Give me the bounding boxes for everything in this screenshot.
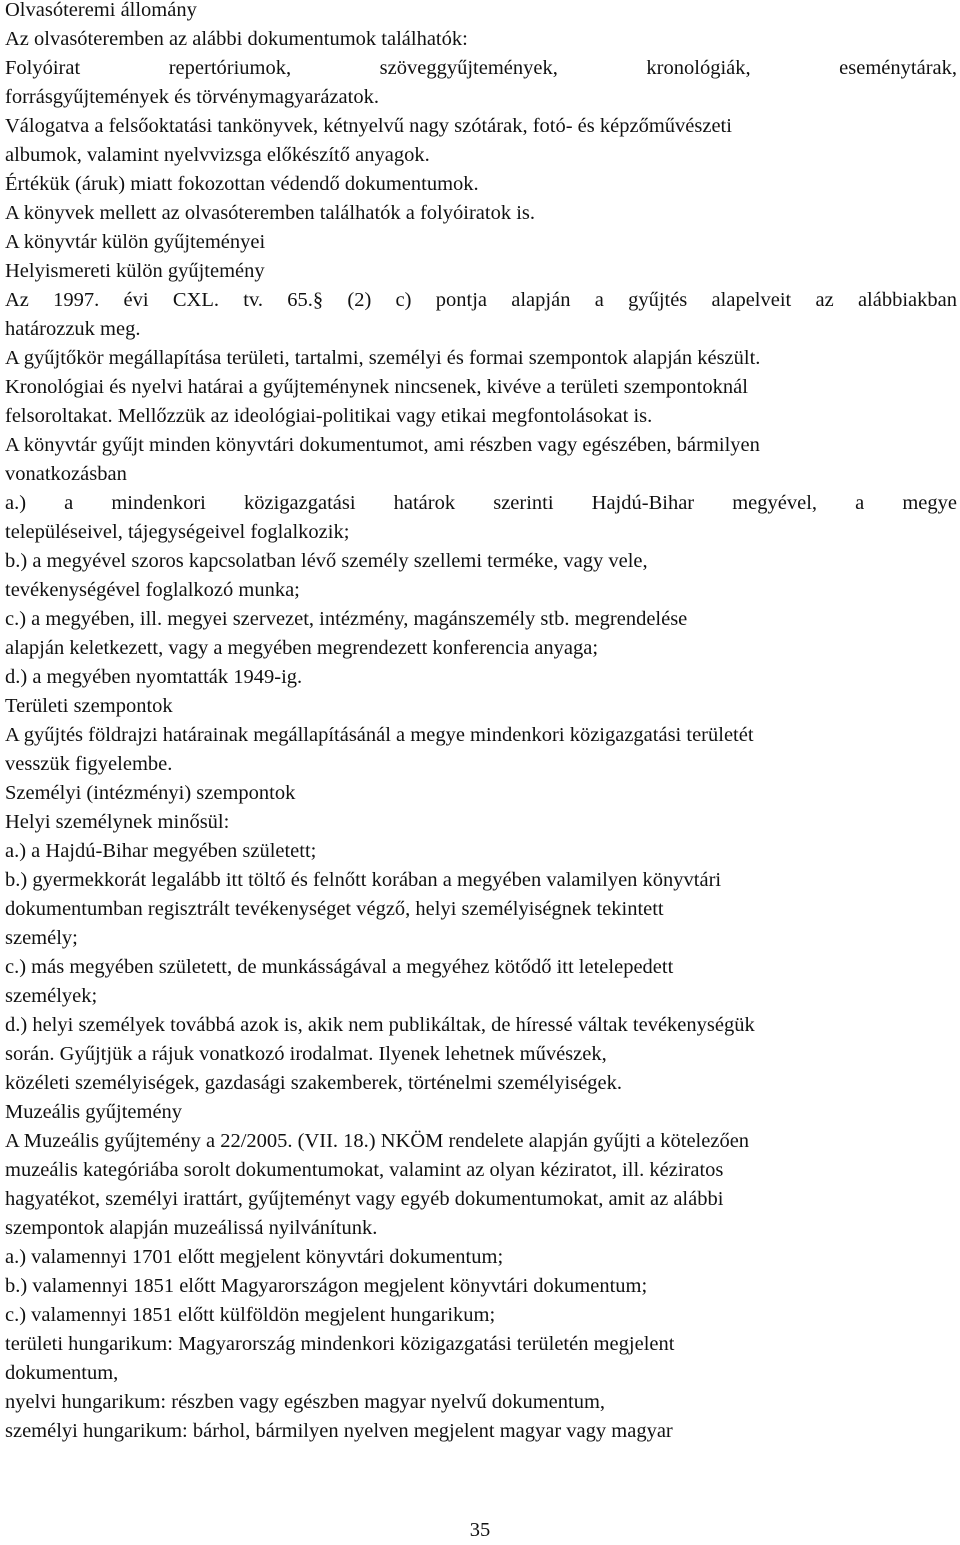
- section-heading-reading-room: Olvasóteremi állomány: [5, 0, 197, 21]
- text-line: dokumentumban regisztrált tevékenységet végző, helyi személyiségnek tekintett: [5, 898, 664, 920]
- text-line: Folyóirat repertóriumok, szöveggyűjtemények, kronológiák, eseménytárak,: [5, 57, 957, 79]
- section-heading-local-history: Helyismereti külön gyűjtemény: [5, 260, 265, 282]
- text-line: A gyűjtőkör megállapítása területi, tartalmi, személyi és formai szempontok alapján készült.: [5, 347, 761, 369]
- text-line: d.) helyi személyek továbbá azok is, akik nem publikáltak, de híressé váltak tevékenységük: [5, 1014, 755, 1036]
- text-line: településeivel, tájegységeivel foglalkozik;: [5, 521, 350, 543]
- text-line: Válogatva a felsőoktatási tankönyvek, kétnyelvű nagy szótárak, fotó- és képzőművészeti: [5, 115, 732, 137]
- text-line: c.) a megyében, ill. megyei szervezet, intézmény, magánszemély stb. megrendelése: [5, 608, 688, 630]
- text-line: tevékenységével foglalkozó munka;: [5, 579, 300, 601]
- text-line: b.) a megyével szoros kapcsolatban lévő személy szellemi terméke, vagy vele,: [5, 550, 648, 572]
- section-heading-museum: Muzeális gyűjtemény: [5, 1101, 183, 1123]
- text-line: személyi hungarikum: bárhol, bármilyen nyelven megjelent magyar vagy magyar: [5, 1420, 673, 1442]
- text-line: személyek;: [5, 985, 98, 1007]
- text-line: A könyvtár gyűjt minden könyvtári dokumentumot, ami részben vagy egészében, bármilyen: [5, 434, 760, 456]
- text-line: c.) valamennyi 1851 előtt külföldön megjelent hungarikum;: [5, 1304, 496, 1326]
- page-number: 35: [469, 1519, 491, 1541]
- text-line: Az olvasóteremben az alábbi dokumentumok találhatók:: [5, 28, 468, 50]
- text-line: vesszük figyelembe.: [5, 753, 173, 775]
- text-line: a.) a mindenkori közigazgatási határok szerinti Hajdú-Bihar megyével, a megye: [5, 492, 957, 514]
- text-line: Az 1997. évi CXL. tv. 65.§ (2) c) pontja alapján a gyűjtés alapelveit az alábbiakban: [5, 289, 957, 311]
- text-line: határozzuk meg.: [5, 318, 141, 340]
- text-line: felsoroltakat. Mellőzzük az ideológiai-politikai vagy etikai megfontolásokat is.: [5, 405, 653, 427]
- text-line: alapján keletkezett, vagy a megyében megrendezett konferencia anyaga;: [5, 637, 599, 659]
- text-line: b.) gyermekkorát legalább itt töltő és felnőtt korában a megyében valamilyen könyvtári: [5, 869, 722, 891]
- text-line: területi hungarikum: Magyarország mindenkori közigazgatási területén megjelent: [5, 1333, 675, 1355]
- text-line: forrásgyűjtemények és törvénymagyarázatok.: [5, 86, 379, 108]
- text-line: vonatkozásban: [5, 463, 127, 485]
- document-page: [5, 0, 957, 1446]
- text-line: A Muzeális gyűjtemény a 22/2005. (VII. 18.) NKÖM rendelete alapján gyűjti a kötelezően: [5, 1130, 750, 1152]
- text-line: Kronológiai és nyelvi határai a gyűjteménynek nincsenek, kivéve a területi szempontoknál: [5, 376, 748, 398]
- text-line: muzeális kategóriába sorolt dokumentumokat, valamint az olyan kéziratot, ill. kéziratos: [5, 1159, 724, 1181]
- text-line: Értékük (áruk) miatt fokozottan védendő dokumentumok.: [5, 173, 479, 195]
- section-heading-territorial: Területi szempontok: [5, 695, 173, 717]
- text-line: Helyi személynek minősül:: [5, 811, 230, 833]
- section-heading-special-collections: A könyvtár külön gyűjteményei: [5, 231, 266, 253]
- text-line: nyelvi hungarikum: részben vagy egészben magyar nyelvű dokumentum,: [5, 1391, 606, 1413]
- text-line: során. Gyűjtjük a rájuk vonatkozó irodalmat. Ilyenek lehetnek művészek,: [5, 1043, 607, 1065]
- text-line: b.) valamennyi 1851 előtt Magyarországon megjelent könyvtári dokumentum;: [5, 1275, 648, 1297]
- text-line: A könyvek mellett az olvasóteremben találhatók a folyóiratok is.: [5, 202, 535, 224]
- text-line: szempontok alapján muzeálissá nyilvánítunk.: [5, 1217, 378, 1239]
- text-line: hagyatékot, személyi irattárt, gyűjteményt vagy egyéb dokumentumokat, amit az alábbi: [5, 1188, 724, 1210]
- text-line: dokumentum,: [5, 1362, 119, 1384]
- text-line: c.) más megyében született, de munkásságával a megyéhez kötődő itt letelepedett: [5, 956, 674, 978]
- text-line: a.) valamennyi 1701 előtt megjelent könyvtári dokumentum;: [5, 1246, 504, 1268]
- text-line: albumok, valamint nyelvvizsga előkészítő anyagok.: [5, 144, 430, 166]
- text-line: a.) a Hajdú-Bihar megyében született;: [5, 840, 317, 862]
- text-line: A gyűjtés földrajzi határainak megállapításánál a megye mindenkori közigazgatási területét: [5, 724, 754, 746]
- text-line: személy;: [5, 927, 78, 949]
- text-line: d.) a megyében nyomtatták 1949-ig.: [5, 666, 303, 688]
- text-line: közéleti személyiségek, gazdasági szakemberek, történelmi személyiségek.: [5, 1072, 623, 1094]
- section-heading-personal: Személyi (intézményi) szempontok: [5, 782, 296, 804]
